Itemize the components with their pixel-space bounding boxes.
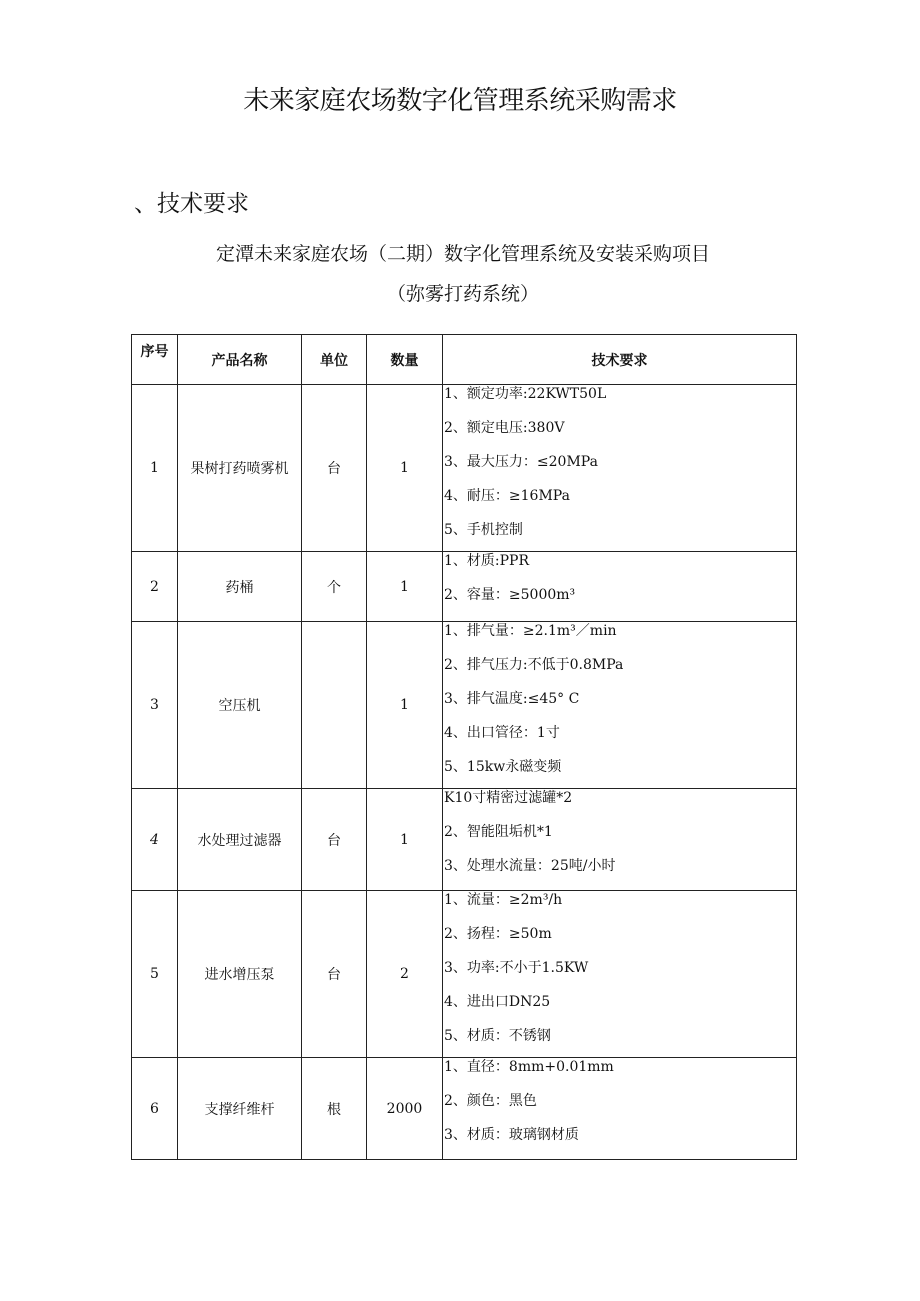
section-heading: 、技术要求 <box>134 191 249 217</box>
header-spec: 技术要求 <box>443 335 797 385</box>
row-no: 3 <box>132 622 178 789</box>
spec-line: 5、手机控制 <box>444 522 523 538</box>
row-unit: 台 <box>302 789 367 891</box>
row-quantity: 2000 <box>367 1058 443 1160</box>
requirements-table <box>131 334 797 1160</box>
row-spec <box>443 385 797 552</box>
row-product-name: 进水增压泵 <box>178 891 302 1058</box>
spec-line: 3、功率:不小于1.5KW <box>444 960 589 976</box>
project-subtitle: （弥雾打药系统） <box>386 283 539 305</box>
header-unit: 单位 <box>302 335 367 385</box>
header-product-name: 产品名称 <box>178 335 302 385</box>
document-title: 未来家庭农场数字化管理系统采购需求 <box>243 86 677 116</box>
row-product-name: 药桶 <box>178 552 302 622</box>
row-unit <box>302 622 367 789</box>
row-spec <box>443 789 797 891</box>
row-no: 4 <box>132 789 178 891</box>
table-row <box>132 552 797 622</box>
spec-line: 1、流量：≥2m³/h <box>444 892 563 908</box>
row-product-name: 果树打药喷雾机 <box>178 385 302 552</box>
row-no: 5 <box>132 891 178 1058</box>
spec-line: 3、处理水流量：25吨/小时 <box>444 858 616 874</box>
spec-line: 5、材质：不锈钢 <box>444 1028 551 1044</box>
spec-line: 1、直径：8mm+0.01mm <box>444 1059 614 1075</box>
row-quantity: 1 <box>367 385 443 552</box>
row-product-name: 支撑纤维杆 <box>178 1058 302 1160</box>
row-spec <box>443 891 797 1058</box>
row-no: 6 <box>132 1058 178 1160</box>
row-unit: 台 <box>302 385 367 552</box>
table-row <box>132 891 797 1058</box>
spec-line: 2、颜色：黑色 <box>444 1093 537 1109</box>
row-unit: 个 <box>302 552 367 622</box>
spec-line: 1、材质:PPR <box>444 553 530 569</box>
row-spec <box>443 622 797 789</box>
header-no: 序号 <box>132 335 178 385</box>
spec-line: 2、扬程：≥50m <box>444 926 552 942</box>
spec-line: 2、容量：≥5000m³ <box>444 587 576 603</box>
row-quantity: 2 <box>367 891 443 1058</box>
table-row <box>132 385 797 552</box>
spec-line: 2、额定电压:380V <box>444 420 565 436</box>
row-spec <box>443 1058 797 1160</box>
row-unit: 根 <box>302 1058 367 1160</box>
row-product-name: 空压机 <box>178 622 302 789</box>
row-quantity: 1 <box>367 789 443 891</box>
spec-line: 3、材质：玻璃钢材质 <box>444 1127 579 1143</box>
table-header-row <box>132 335 797 385</box>
table-row <box>132 789 797 891</box>
header-quantity: 数量 <box>367 335 443 385</box>
project-title: 定潭未来家庭农场（二期）数字化管理系统及安装采购项目 <box>215 243 710 265</box>
row-no: 1 <box>132 385 178 552</box>
row-spec <box>443 552 797 622</box>
row-quantity: 1 <box>367 552 443 622</box>
spec-line: K10寸精密过滤罐*2 <box>444 790 573 806</box>
spec-line: 3、排气温度:≤45° C <box>444 691 580 707</box>
spec-line: 2、智能阻垢机*1 <box>444 824 553 840</box>
spec-line: 3、最大压力：≤20MPa <box>444 454 598 470</box>
spec-line: 5、15kw永磁变频 <box>444 759 562 775</box>
spec-line: 4、耐压：≥16MPa <box>444 488 570 504</box>
spec-line: 4、出口管径：1寸 <box>444 725 560 741</box>
row-product-name: 水处理过滤器 <box>178 789 302 891</box>
row-unit: 台 <box>302 891 367 1058</box>
table-row <box>132 1058 797 1160</box>
spec-line: 1、排气量：≥2.1m³／min <box>444 623 617 639</box>
row-quantity: 1 <box>367 622 443 789</box>
row-no: 2 <box>132 552 178 622</box>
spec-line: 1、额定功率:22KWT50L <box>444 386 607 402</box>
spec-line: 4、进出口DN25 <box>444 994 551 1010</box>
table-row <box>132 622 797 789</box>
spec-line: 2、排气压力:不低于0.8MPa <box>444 657 624 673</box>
